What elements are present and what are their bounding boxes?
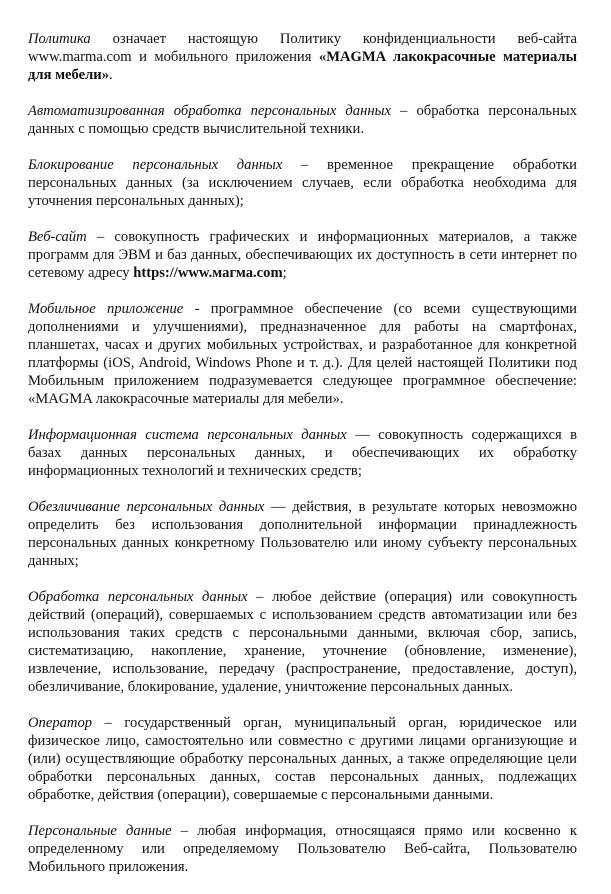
definition-text: — действия, в результате которых невозможно определить без использования дополнительной информации принадлежность персональных данных конкретному Пользователю или иному субъекту персональных данных; [28, 499, 577, 569]
definition-term: Автоматизированная обработка персональных данных [28, 103, 391, 119]
definition-paragraph [28, 156, 577, 210]
definition-paragraph [28, 588, 577, 696]
emphasized-text: «MAGMA лакокрасочные материалы для мебели» [28, 49, 577, 83]
definition-term: Обработка персональных данных [28, 589, 248, 605]
definition-paragraph [28, 498, 577, 570]
definition-text: . [109, 67, 113, 83]
definition-term: Оператор [28, 715, 93, 731]
definition-paragraph [28, 426, 577, 480]
definition-paragraph [28, 228, 577, 282]
definition-paragraph [28, 300, 577, 408]
definition-paragraph [28, 102, 577, 138]
definition-term: Обезличивание персональных данных [28, 499, 265, 515]
definition-text: ; [282, 265, 287, 281]
definition-text: - программное обеспечение (со всеми существующими дополнениями и улучшениями), предназначенное для работы на смартфонах, планшетах, часах и других мобильных устройствах, и разработанное для конкретной платформы (iOS, Android, Windows Phone и т. д.). Для целей настоящей Политики под Мобильным приложением подразумевается следующее программное обеспечение: «MAGMA лакокрасочные материалы для мебели». [28, 301, 577, 407]
definition-text: – государственный орган, муниципальный орган, юридическое или физическое лицо, самостоятельно или совместно с другими лицами организующие и (или) осуществляющие обработку персональных данных, а также определяющие цели обработки персональных данных, состав персональных данных, подлежащих обработке, действия (операции), совершаемые с персональными данными. [28, 715, 577, 803]
definition-paragraph [28, 714, 577, 804]
definition-term: Политика [28, 31, 91, 47]
definition-text: — совокупность содержащихся в базах данных персональных данных, и обеспечивающих их обработку информационных технологий и технических средств; [28, 427, 578, 479]
definition-term: Мобильное приложение [28, 301, 184, 317]
definition-term: Информационная система персональных данных [28, 427, 347, 443]
definition-term: Веб-сайт [28, 229, 87, 245]
definition-text: – обработка персональных данных с помощью средств вычислительной техники. [28, 103, 577, 137]
definition-text: – совокупность графических и информационных материалов, а также программ для ЭВМ и баз данных, обеспечивающих их доступность в сети интернет по сетевому адресу [28, 229, 577, 281]
definition-term: Персональные данные [28, 823, 172, 839]
definition-text: означает настоящую Политику конфиденциальности веб-сайта www.marma.com и мобильного приложения [28, 31, 577, 65]
definition-text: – любое действие (операция) или совокупность действий (операций), совершаемых с использованием средств автоматизации или без использования таких средств с персональными данными, включая сбор, запись, систематизацию, накопление, хранение, уточнение (обновление, изменение), извлечение, использование, передачу (распространение, предоставление, доступ), обезличивание, блокирование, удаление, уничтожение персональных данных. [28, 589, 577, 695]
definition-text: – любая информация, относящаяся прямо или косвенно к определенному или определяемому Пользователю Веб-сайта, Пользователю Мобильного приложения. [28, 823, 577, 875]
definition-text: – временное прекращение обработки персональных данных (за исключением случаев, если обработка необходима для уточнения персональных данных); [28, 157, 577, 209]
definition-term: Блокирование персональных данных [28, 157, 283, 173]
emphasized-text: https://www.магма.com [133, 265, 283, 281]
policy-definitions [28, 30, 577, 894]
definition-paragraph [28, 822, 577, 876]
definition-paragraph [28, 30, 577, 84]
